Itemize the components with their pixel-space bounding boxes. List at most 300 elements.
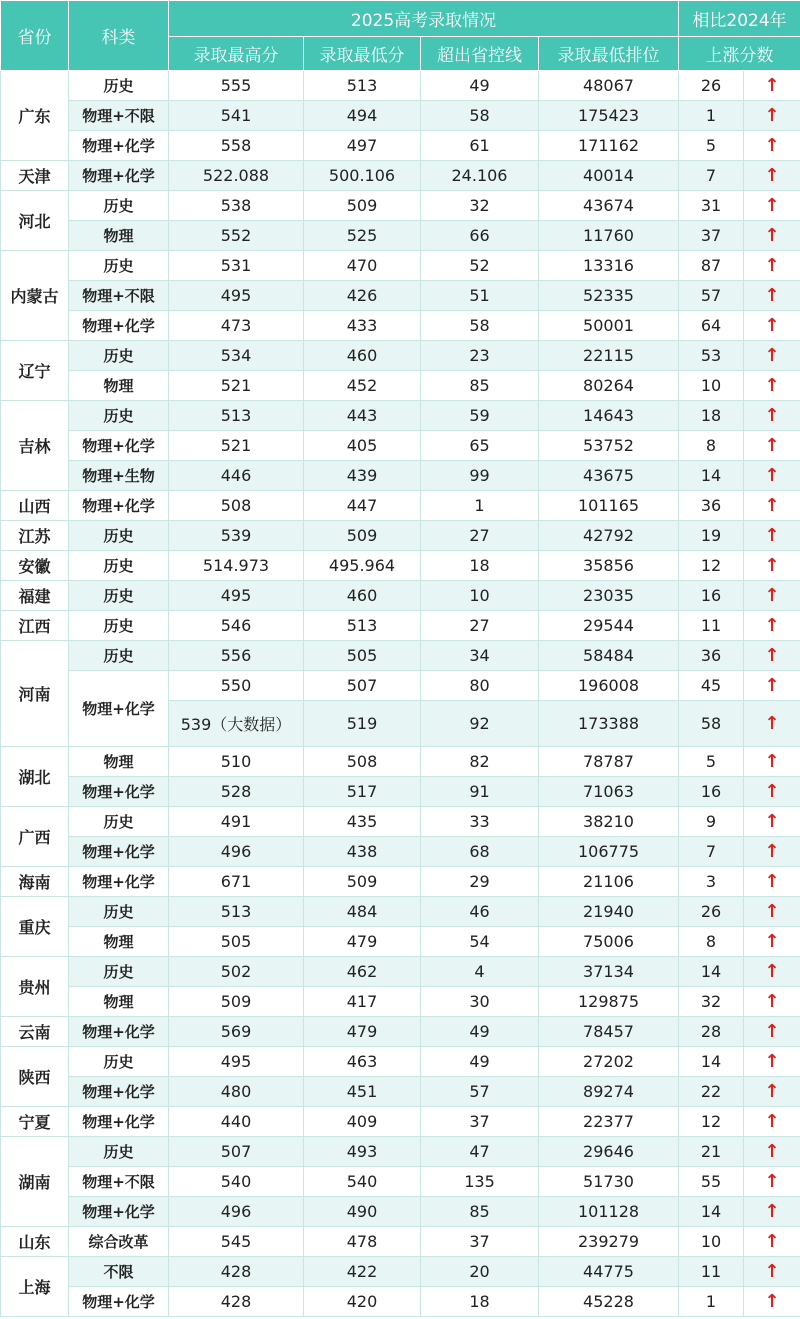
table-row	[1, 1077, 800, 1107]
subject-cell: 综合改革	[69, 1227, 169, 1257]
min-rank-cell: 52335	[539, 281, 679, 311]
subject-cell: 物理+化学	[69, 431, 169, 461]
up-arrow-icon: ↑	[744, 221, 800, 251]
max-score-cell: 496	[169, 837, 304, 867]
min-rank-cell: 50001	[539, 311, 679, 341]
up-arrow-icon: ↑	[744, 1227, 800, 1257]
over-line-cell: 66	[421, 221, 539, 251]
table-row	[1, 341, 800, 371]
table-row	[1, 641, 800, 671]
table-row	[1, 251, 800, 281]
change-cell: 57	[679, 281, 744, 311]
min-score-cell: 497	[304, 131, 421, 161]
max-score-cell: 556	[169, 641, 304, 671]
province-cell: 辽宁	[1, 341, 69, 401]
change-cell: 36	[679, 641, 744, 671]
up-arrow-icon: ↑	[744, 71, 800, 101]
over-line-cell: 61	[421, 131, 539, 161]
change-cell: 31	[679, 191, 744, 221]
province-cell: 云南	[1, 1017, 69, 1047]
change-cell: 64	[679, 311, 744, 341]
up-arrow-icon: ↑	[744, 1077, 800, 1107]
max-score-cell: 555	[169, 71, 304, 101]
over-line-cell: 34	[421, 641, 539, 671]
up-arrow-icon: ↑	[744, 101, 800, 131]
max-score-cell: 495	[169, 1047, 304, 1077]
up-arrow-icon: ↑	[744, 341, 800, 371]
max-score-cell: 428	[169, 1257, 304, 1287]
subject-cell: 物理+化学	[69, 671, 169, 747]
min-score-cell: 405	[304, 431, 421, 461]
table-row	[1, 927, 800, 957]
over-line-cell: 52	[421, 251, 539, 281]
up-arrow-icon: ↑	[744, 1197, 800, 1227]
province-cell: 山西	[1, 491, 69, 521]
table-row	[1, 777, 800, 807]
min-score-cell: 479	[304, 927, 421, 957]
change-cell: 45	[679, 671, 744, 701]
min-rank-cell: 11760	[539, 221, 679, 251]
up-arrow-icon: ↑	[744, 1287, 800, 1317]
min-score-cell: 509	[304, 191, 421, 221]
up-arrow-icon: ↑	[744, 747, 800, 777]
subject-cell: 物理	[69, 747, 169, 777]
min-score-cell: 505	[304, 641, 421, 671]
max-score-cell: 531	[169, 251, 304, 281]
province-cell: 湖南	[1, 1137, 69, 1227]
min-score-cell: 452	[304, 371, 421, 401]
change-cell: 26	[679, 71, 744, 101]
max-score-cell: 546	[169, 611, 304, 641]
up-arrow-icon: ↑	[744, 371, 800, 401]
max-score-cell: 513	[169, 401, 304, 431]
table-row	[1, 1287, 800, 1317]
subject-cell: 历史	[69, 191, 169, 221]
change-cell: 1	[679, 101, 744, 131]
min-rank-cell: 78787	[539, 747, 679, 777]
max-score-cell: 496	[169, 1197, 304, 1227]
up-arrow-icon: ↑	[744, 897, 800, 927]
min-score-cell: 508	[304, 747, 421, 777]
min-rank-cell: 80264	[539, 371, 679, 401]
min-score-cell: 462	[304, 957, 421, 987]
up-arrow-icon: ↑	[744, 131, 800, 161]
subject-cell: 物理	[69, 927, 169, 957]
min-score-cell: 470	[304, 251, 421, 281]
subject-cell: 物理+生物	[69, 461, 169, 491]
up-arrow-icon: ↑	[744, 521, 800, 551]
over-line-cell: 82	[421, 747, 539, 777]
over-line-cell: 1	[421, 491, 539, 521]
subject-cell: 物理	[69, 221, 169, 251]
change-cell: 10	[679, 371, 744, 401]
table-row	[1, 1257, 800, 1287]
over-line-cell: 58	[421, 311, 539, 341]
change-cell: 3	[679, 867, 744, 897]
subject-cell: 物理+化学	[69, 867, 169, 897]
change-cell: 8	[679, 431, 744, 461]
up-arrow-icon: ↑	[744, 641, 800, 671]
min-rank-cell: 23035	[539, 581, 679, 611]
over-line-cell: 85	[421, 1197, 539, 1227]
province-cell: 河北	[1, 191, 69, 251]
up-arrow-icon: ↑	[744, 777, 800, 807]
subject-cell: 历史	[69, 71, 169, 101]
min-score-cell: 460	[304, 341, 421, 371]
min-score-cell: 493	[304, 1137, 421, 1167]
table-row	[1, 1167, 800, 1197]
max-score-cell: 528	[169, 777, 304, 807]
change-cell: 87	[679, 251, 744, 281]
min-rank-cell: 239279	[539, 1227, 679, 1257]
min-score-cell: 507	[304, 671, 421, 701]
change-cell: 18	[679, 401, 744, 431]
min-score-cell: 490	[304, 1197, 421, 1227]
min-score-cell: 409	[304, 1107, 421, 1137]
subject-cell: 历史	[69, 641, 169, 671]
max-score-cell: 507	[169, 1137, 304, 1167]
change-cell: 11	[679, 1257, 744, 1287]
over-line-cell: 23	[421, 341, 539, 371]
header-min-rank: 录取最低排位	[539, 37, 679, 71]
over-line-cell: 32	[421, 191, 539, 221]
change-cell: 9	[679, 807, 744, 837]
max-score-cell: 522.088	[169, 161, 304, 191]
province-cell: 山东	[1, 1227, 69, 1257]
province-cell: 吉林	[1, 401, 69, 491]
up-arrow-icon: ↑	[744, 837, 800, 867]
province-cell: 天津	[1, 161, 69, 191]
header-province: 省份	[1, 1, 69, 71]
subject-cell: 历史	[69, 611, 169, 641]
max-score-cell: 428	[169, 1287, 304, 1317]
max-score-cell: 514.973	[169, 551, 304, 581]
up-arrow-icon: ↑	[744, 161, 800, 191]
table-body	[1, 71, 800, 1317]
min-score-cell: 463	[304, 1047, 421, 1077]
change-cell: 16	[679, 777, 744, 807]
subject-cell: 物理+化学	[69, 837, 169, 867]
table-row	[1, 461, 800, 491]
max-score-cell: 495	[169, 281, 304, 311]
min-rank-cell: 58484	[539, 641, 679, 671]
over-line-cell: 20	[421, 1257, 539, 1287]
up-arrow-icon: ↑	[744, 807, 800, 837]
min-rank-cell: 29646	[539, 1137, 679, 1167]
min-score-cell: 460	[304, 581, 421, 611]
subject-cell: 历史	[69, 581, 169, 611]
subject-cell: 不限	[69, 1257, 169, 1287]
up-arrow-icon: ↑	[744, 1257, 800, 1287]
min-rank-cell: 48067	[539, 71, 679, 101]
subject-cell: 历史	[69, 401, 169, 431]
min-score-cell: 509	[304, 867, 421, 897]
max-score-cell: 521	[169, 371, 304, 401]
up-arrow-icon: ↑	[744, 191, 800, 221]
over-line-cell: 18	[421, 551, 539, 581]
min-rank-cell: 101128	[539, 1197, 679, 1227]
province-cell: 广东	[1, 71, 69, 161]
table-row	[1, 987, 800, 1017]
max-score-cell: 480	[169, 1077, 304, 1107]
subject-cell: 物理+不限	[69, 101, 169, 131]
change-cell: 7	[679, 837, 744, 867]
province-cell: 内蒙古	[1, 251, 69, 341]
min-rank-cell: 75006	[539, 927, 679, 957]
max-score-cell: 558	[169, 131, 304, 161]
over-line-cell: 27	[421, 611, 539, 641]
min-rank-cell: 129875	[539, 987, 679, 1017]
change-cell: 14	[679, 1197, 744, 1227]
subject-cell: 物理+化学	[69, 311, 169, 341]
subject-cell: 物理+化学	[69, 491, 169, 521]
up-arrow-icon: ↑	[744, 461, 800, 491]
over-line-cell: 65	[421, 431, 539, 461]
over-line-cell: 10	[421, 581, 539, 611]
table-row	[1, 1107, 800, 1137]
table-row	[1, 281, 800, 311]
min-score-cell: 500.106	[304, 161, 421, 191]
max-score-cell: 495	[169, 581, 304, 611]
change-cell: 55	[679, 1167, 744, 1197]
up-arrow-icon: ↑	[744, 491, 800, 521]
max-score-cell: 538	[169, 191, 304, 221]
max-score-cell: 446	[169, 461, 304, 491]
table-row	[1, 957, 800, 987]
min-rank-cell: 71063	[539, 777, 679, 807]
subject-cell: 物理+化学	[69, 131, 169, 161]
max-score-cell: 534	[169, 341, 304, 371]
change-cell: 37	[679, 221, 744, 251]
max-score-cell: 540	[169, 1167, 304, 1197]
min-score-cell: 447	[304, 491, 421, 521]
over-line-cell: 99	[421, 461, 539, 491]
over-line-cell: 4	[421, 957, 539, 987]
change-cell: 28	[679, 1017, 744, 1047]
subject-cell: 历史	[69, 807, 169, 837]
max-score-cell: 473	[169, 311, 304, 341]
subject-cell: 历史	[69, 1137, 169, 1167]
over-line-cell: 24.106	[421, 161, 539, 191]
min-rank-cell: 45228	[539, 1287, 679, 1317]
over-line-cell: 30	[421, 987, 539, 1017]
min-rank-cell: 22115	[539, 341, 679, 371]
table-row	[1, 371, 800, 401]
province-cell: 江苏	[1, 521, 69, 551]
table-row	[1, 1137, 800, 1167]
change-cell: 36	[679, 491, 744, 521]
province-cell: 重庆	[1, 897, 69, 957]
table-row	[1, 491, 800, 521]
up-arrow-icon: ↑	[744, 987, 800, 1017]
min-rank-cell: 21940	[539, 897, 679, 927]
province-cell: 宁夏	[1, 1107, 69, 1137]
max-score-cell: 550	[169, 671, 304, 701]
min-rank-cell: 106775	[539, 837, 679, 867]
over-line-cell: 135	[421, 1167, 539, 1197]
max-score-cell: 539（大数据）	[169, 701, 304, 747]
min-rank-cell: 44775	[539, 1257, 679, 1287]
change-cell: 1	[679, 1287, 744, 1317]
subject-cell: 物理+化学	[69, 161, 169, 191]
subject-cell: 历史	[69, 1047, 169, 1077]
change-cell: 21	[679, 1137, 744, 1167]
min-rank-cell: 37134	[539, 957, 679, 987]
min-score-cell: 484	[304, 897, 421, 927]
subject-cell: 历史	[69, 341, 169, 371]
max-score-cell: 502	[169, 957, 304, 987]
min-rank-cell: 51730	[539, 1167, 679, 1197]
table-row	[1, 71, 800, 101]
change-cell: 12	[679, 551, 744, 581]
up-arrow-icon: ↑	[744, 867, 800, 897]
table-row	[1, 161, 800, 191]
over-line-cell: 46	[421, 897, 539, 927]
change-cell: 14	[679, 957, 744, 987]
table-row	[1, 221, 800, 251]
header-change-line1: 相比2024年	[679, 1, 800, 37]
min-score-cell: 519	[304, 701, 421, 747]
change-cell: 32	[679, 987, 744, 1017]
min-rank-cell: 101165	[539, 491, 679, 521]
over-line-cell: 27	[421, 521, 539, 551]
min-score-cell: 517	[304, 777, 421, 807]
max-score-cell: 510	[169, 747, 304, 777]
over-line-cell: 29	[421, 867, 539, 897]
max-score-cell: 508	[169, 491, 304, 521]
up-arrow-icon: ↑	[744, 671, 800, 701]
min-score-cell: 494	[304, 101, 421, 131]
min-score-cell: 420	[304, 1287, 421, 1317]
header-subject: 科类	[69, 1, 169, 71]
max-score-cell: 521	[169, 431, 304, 461]
province-cell: 海南	[1, 867, 69, 897]
over-line-cell: 85	[421, 371, 539, 401]
subject-cell: 物理+化学	[69, 1017, 169, 1047]
over-line-cell: 18	[421, 1287, 539, 1317]
change-cell: 5	[679, 131, 744, 161]
table-row	[1, 431, 800, 461]
province-cell: 江西	[1, 611, 69, 641]
header-over-line: 超出省控线	[421, 37, 539, 71]
subject-cell: 历史	[69, 957, 169, 987]
over-line-cell: 51	[421, 281, 539, 311]
subject-cell: 物理+化学	[69, 777, 169, 807]
min-rank-cell: 196008	[539, 671, 679, 701]
table-row	[1, 521, 800, 551]
table-row	[1, 311, 800, 341]
subject-cell: 物理	[69, 987, 169, 1017]
table-row	[1, 897, 800, 927]
header-change-line2: 上涨分数	[679, 37, 800, 71]
min-score-cell: 422	[304, 1257, 421, 1287]
min-score-cell: 513	[304, 71, 421, 101]
table-row	[1, 101, 800, 131]
header-max-score: 录取最高分	[169, 37, 304, 71]
max-score-cell: 545	[169, 1227, 304, 1257]
min-rank-cell: 173388	[539, 701, 679, 747]
over-line-cell: 57	[421, 1077, 539, 1107]
subject-cell: 物理	[69, 371, 169, 401]
over-line-cell: 68	[421, 837, 539, 867]
province-cell: 河南	[1, 641, 69, 747]
min-rank-cell: 29544	[539, 611, 679, 641]
subject-cell: 历史	[69, 897, 169, 927]
min-score-cell: 451	[304, 1077, 421, 1107]
min-score-cell: 438	[304, 837, 421, 867]
over-line-cell: 49	[421, 71, 539, 101]
subject-cell: 物理+化学	[69, 1197, 169, 1227]
change-cell: 26	[679, 897, 744, 927]
min-rank-cell: 175423	[539, 101, 679, 131]
max-score-cell: 491	[169, 807, 304, 837]
min-rank-cell: 53752	[539, 431, 679, 461]
min-score-cell: 426	[304, 281, 421, 311]
header-group-title: 2025高考录取情况	[169, 1, 679, 37]
over-line-cell: 92	[421, 701, 539, 747]
table-row	[1, 611, 800, 641]
table-row	[1, 671, 800, 701]
min-rank-cell: 35856	[539, 551, 679, 581]
min-rank-cell: 21106	[539, 867, 679, 897]
table-row	[1, 1047, 800, 1077]
up-arrow-icon: ↑	[744, 401, 800, 431]
min-rank-cell: 13316	[539, 251, 679, 281]
max-score-cell: 509	[169, 987, 304, 1017]
table-row	[1, 131, 800, 161]
table-row	[1, 837, 800, 867]
min-rank-cell: 89274	[539, 1077, 679, 1107]
max-score-cell: 569	[169, 1017, 304, 1047]
subject-cell: 物理+化学	[69, 1287, 169, 1317]
min-score-cell: 479	[304, 1017, 421, 1047]
table-row	[1, 1197, 800, 1227]
max-score-cell: 539	[169, 521, 304, 551]
min-rank-cell: 171162	[539, 131, 679, 161]
min-score-cell: 439	[304, 461, 421, 491]
subject-cell: 历史	[69, 251, 169, 281]
table-row	[1, 191, 800, 221]
up-arrow-icon: ↑	[744, 281, 800, 311]
over-line-cell: 37	[421, 1107, 539, 1137]
up-arrow-icon: ↑	[744, 1167, 800, 1197]
change-cell: 7	[679, 161, 744, 191]
province-cell: 广西	[1, 807, 69, 867]
change-cell: 22	[679, 1077, 744, 1107]
over-line-cell: 58	[421, 101, 539, 131]
max-score-cell: 440	[169, 1107, 304, 1137]
over-line-cell: 49	[421, 1047, 539, 1077]
up-arrow-icon: ↑	[744, 1107, 800, 1137]
over-line-cell: 37	[421, 1227, 539, 1257]
min-score-cell: 433	[304, 311, 421, 341]
province-cell: 陕西	[1, 1047, 69, 1107]
up-arrow-icon: ↑	[744, 431, 800, 461]
subject-cell: 物理+不限	[69, 281, 169, 311]
over-line-cell: 33	[421, 807, 539, 837]
max-score-cell: 552	[169, 221, 304, 251]
change-cell: 16	[679, 581, 744, 611]
up-arrow-icon: ↑	[744, 611, 800, 641]
up-arrow-icon: ↑	[744, 1047, 800, 1077]
change-cell: 14	[679, 1047, 744, 1077]
min-score-cell: 525	[304, 221, 421, 251]
up-arrow-icon: ↑	[744, 551, 800, 581]
min-rank-cell: 38210	[539, 807, 679, 837]
min-rank-cell: 43675	[539, 461, 679, 491]
change-cell: 53	[679, 341, 744, 371]
up-arrow-icon: ↑	[744, 581, 800, 611]
